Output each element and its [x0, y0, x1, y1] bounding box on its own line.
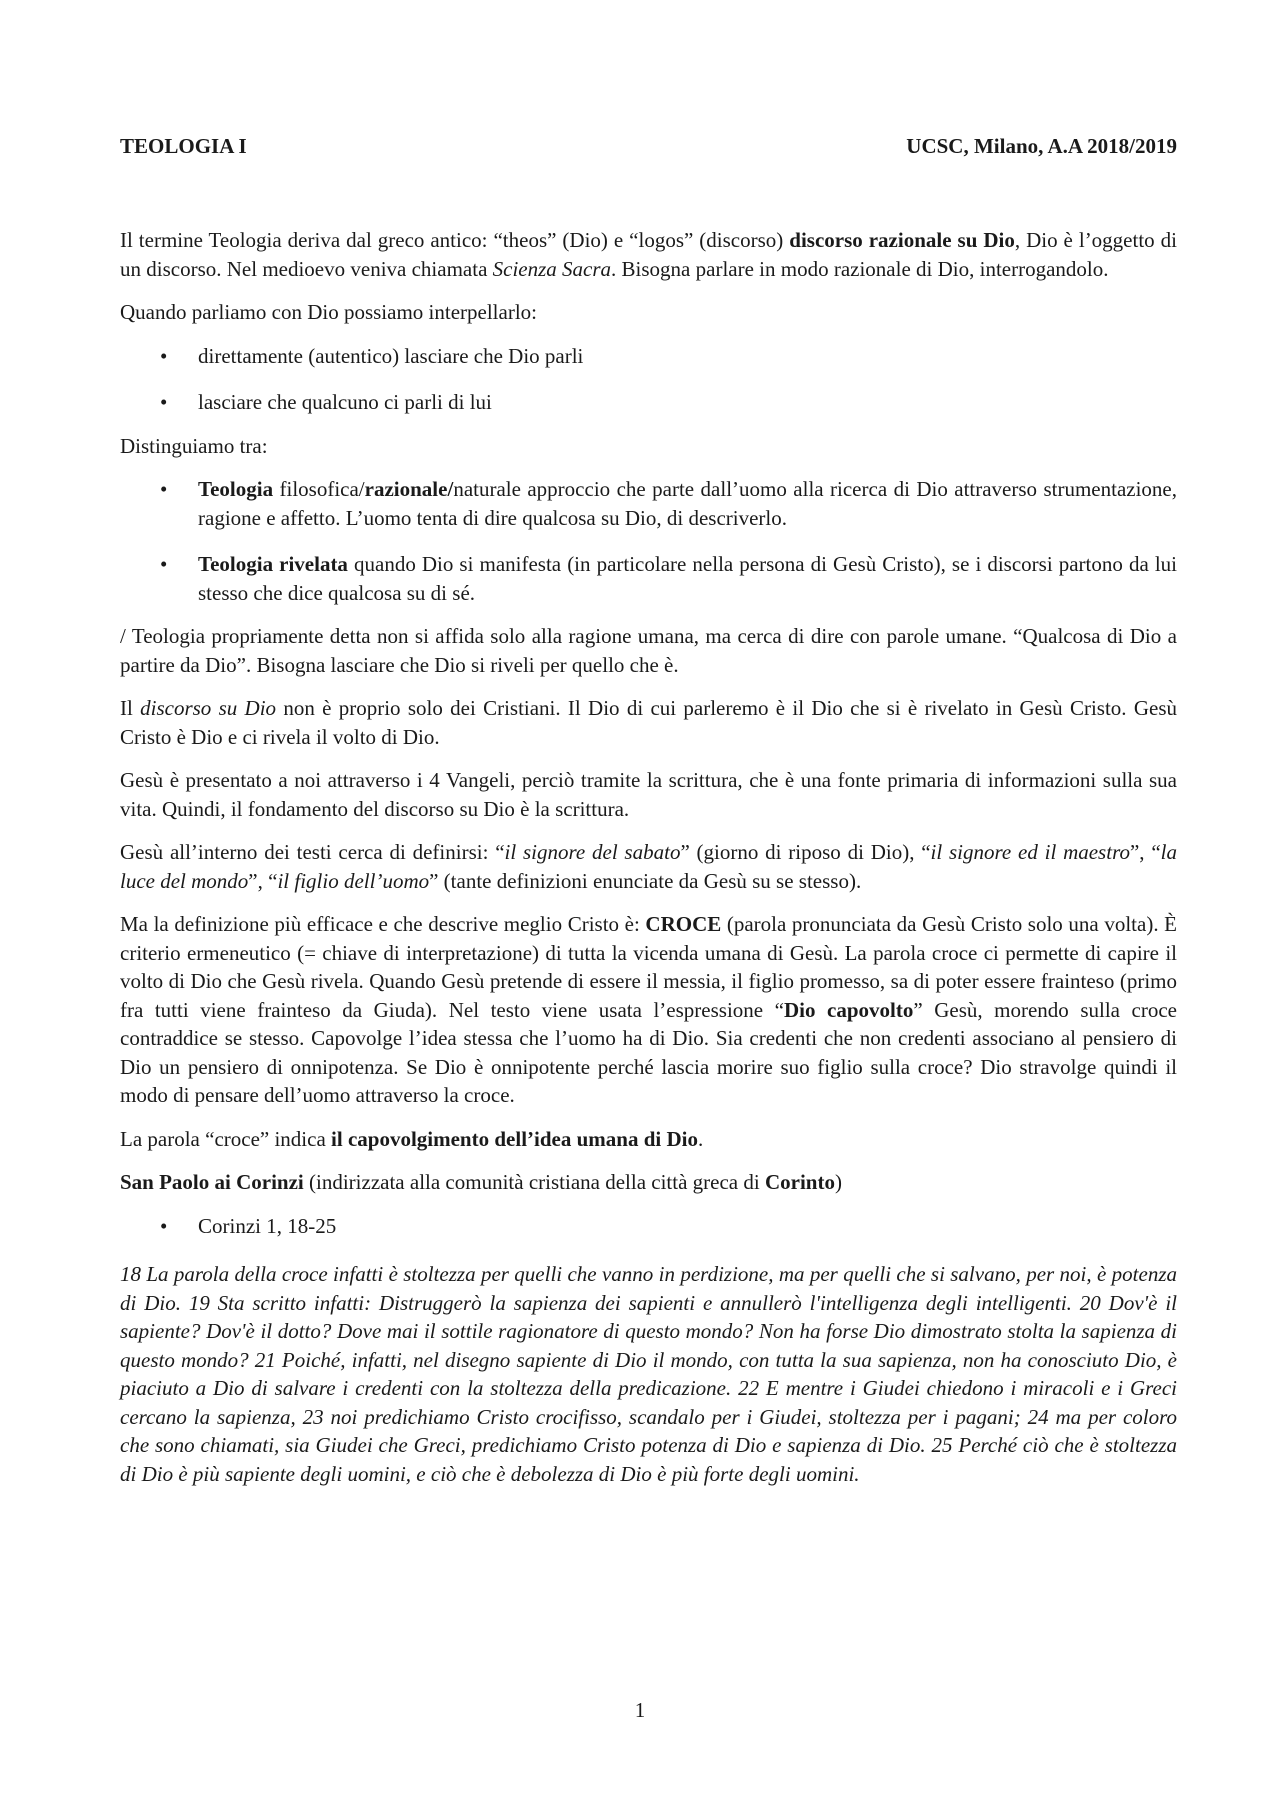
list-item — [120, 388, 1177, 417]
paragraph-discourse — [120, 694, 1177, 751]
list-item — [120, 475, 1177, 532]
paragraph-interpellation: Quando parliamo con Dio possiamo interpellarlo: — [120, 300, 537, 324]
text: quando Dio si manifesta (in particolare nella persona di Gesù Cristo), se i discorsi partono da lui stesso che dice qualcosa su di sé. — [198, 552, 1177, 605]
bullet-list-interpellation — [120, 342, 1177, 417]
text: ”, “ — [248, 868, 278, 893]
text: , Dio è l’oggetto di un discorso. Nel medioevo veniva chiamata — [120, 228, 1177, 281]
bold-term: Teologia — [198, 477, 274, 501]
text: (parola pronunciata da Gesù Cristo solo una volta). È criterio ermeneutico (= chiave di interpretazione) di tutta la vicenda umana di Gesù. La parola croce ci permette di capire il volto di Dio che Gesù rivela. Quando Gesù pretende di essere il messia, il figlio promesso, sa di poter essere frainteso (primo fra tutti viene frainteso da Giuda). Nel testo viene usata l’espressione “ — [120, 912, 1178, 1022]
list-item — [120, 1212, 1177, 1241]
text: ” (giorno di riposo di Dio), “ — [680, 840, 931, 864]
bullet-icon: • — [160, 552, 168, 576]
italic-term: la luce del mondo — [120, 840, 1177, 893]
paragraph-definitions — [120, 838, 1177, 895]
bold-term: razionale/ — [364, 477, 454, 501]
bullet-icon: • — [160, 390, 168, 414]
paragraph-proper-theology: / Teologia propriamente detta non si affida solo alla ragione umana, ma cerca di dire con parole umane. “Qualcosa di Dio a partire da Dio”. Bisogna lasciare che Dio si riveli per quello che è. — [120, 624, 1177, 677]
text: La parola “croce” indica — [120, 1126, 332, 1151]
bold-term: il capovolgimento dell’idea umana di Dio — [331, 1126, 698, 1151]
text: non è proprio solo dei Cristiani. Il Dio di cui parleremo è il Dio che si è rivelato in Gesù Cristo. Gesù Cristo è Dio e ci rivela il volto di Dio. — [120, 696, 1177, 749]
bold-term: San Paolo ai Corinzi — [120, 1170, 304, 1194]
scripture-quote: 18 La parola della croce infatti è stoltezza per quelli che vanno in perdizione, ma per quelli che si salvano, per noi, è potenza di Dio. 19 Sta scritto infatti: Distruggerò la sapienza dei sapienti e annullerò l'intelligenza degli intelligenti. 20 Dov'è il sapiente? Dov'è il dotto? Dove mai il sottile ragionatore di questo mondo? Non ha forse Dio dimostrato stolta la sapienza di questo mondo? 21 Poiché, infatti, nel disegno sapiente di Dio il mondo, con tutta la sua sapienza, non ha conosciuto Dio, è piaciuto a Dio di salvare i credenti con la stoltezza della predicazione. 22 E mentre i Giudei chiedono i miracoli e i Greci cercano la sapienza, 23 noi predichiamo Cristo crocifisso, scandalo per i Giudei, stoltezza per i pagani; 24 ma per coloro che sono chiamati, sia Giudei che Greci, predichiamo Cristo potenza di Dio e sapienza di Dio. 25 Perché ciò che è stoltezza di Dio è più sapiente degli uomini, e ciò che è debolezza di Dio è più forte degli uomini. — [120, 1262, 1177, 1486]
text: ” (tante definizioni enunciate da Gesù su se stesso). — [429, 868, 862, 893]
italic-term: Scienza Sacra — [492, 256, 612, 281]
italic-term: il signore ed il maestro — [930, 840, 1130, 864]
list-item — [120, 550, 1177, 607]
paragraph-cross — [120, 910, 1177, 1110]
bold-term: Corinto — [764, 1170, 835, 1194]
bold-term: discorso razionale su Dio — [789, 228, 1015, 252]
text: ”, “ — [1129, 840, 1161, 864]
text: Il — [120, 696, 141, 720]
page-header — [120, 132, 1177, 160]
paragraph-distinguish: Distinguiamo tra: — [120, 433, 268, 458]
page-number: 1 — [634, 1698, 646, 1722]
bullet-icon: • — [160, 477, 168, 501]
bullet-icon: • — [160, 1213, 168, 1238]
bullet-list-reference — [120, 1212, 1177, 1241]
university-year: UCSC, Milano, A.A 2018/2019 — [906, 134, 1177, 158]
text: Il termine Teologia deriva dal greco antico: “theos” (Dio) e “logos” (discorso) — [120, 228, 790, 252]
bold-term: Dio capovolto — [783, 997, 914, 1022]
text: ” Gesù, morendo sulla croce contraddice se stesso. Capovolge l’idea stessa che l’uomo ha di Dio. Sia credenti che non credenti associano al pensiero di Dio un pensiero di onnipotenza. Se Dio è onnipotente perché lascia morire suo figlio sulla croce? Dio stravolge quindi il modo di pensare dell’uomo attraverso la croce. — [120, 997, 1177, 1107]
paragraph-cross-meaning — [120, 1125, 1177, 1154]
text: filosofica/ — [273, 477, 365, 501]
bullet-icon: • — [160, 343, 168, 368]
italic-term: il figlio dell’uomo — [277, 868, 430, 893]
list-item — [120, 342, 1177, 371]
bullet-list-theology-types — [120, 475, 1177, 607]
page-content — [120, 132, 1177, 1503]
paragraph-corinthians — [120, 1168, 1177, 1197]
text: (indirizzata alla comunità cristiana della città greca di — [303, 1170, 765, 1194]
list-item-text: Corinzi 1, 18-25 — [198, 1213, 337, 1238]
text: naturale approccio che parte dall’uomo alla ricerca di Dio attraverso strumentazione, ragione e affetto. L’uomo tenta di dire qualcosa su Dio, di descriverlo. — [198, 477, 1178, 530]
text: . Bisogna parlare in modo razionale di Dio, interrogandolo. — [611, 256, 1109, 281]
text: Ma la definizione più efficace e che descrive meglio Cristo è: — [120, 912, 646, 936]
list-item-text: direttamente (autentico) lasciare che Dio parli — [198, 343, 584, 368]
text: Gesù all’interno dei testi cerca di definirsi: “ — [120, 840, 505, 864]
course-title: TEOLOGIA I — [120, 134, 247, 158]
paragraph-definition — [120, 226, 1177, 283]
paragraph-gospels: Gesù è presentato a noi attraverso i 4 Vangeli, perciò tramite la scrittura, che è una fonte primaria di informazioni sulla sua vita. Quindi, il fondamento del discorso su Dio è la scrittura. — [120, 768, 1177, 821]
text: . — [697, 1126, 704, 1151]
bold-term: Teologia rivelata — [198, 552, 348, 576]
italic-term: discorso su Dio — [140, 696, 277, 720]
text: ) — [834, 1170, 842, 1194]
list-item-text: lasciare che qualcuno ci parli di lui — [198, 390, 492, 414]
bold-term: CROCE — [645, 912, 722, 936]
italic-term: il signore del sabato — [504, 840, 681, 864]
